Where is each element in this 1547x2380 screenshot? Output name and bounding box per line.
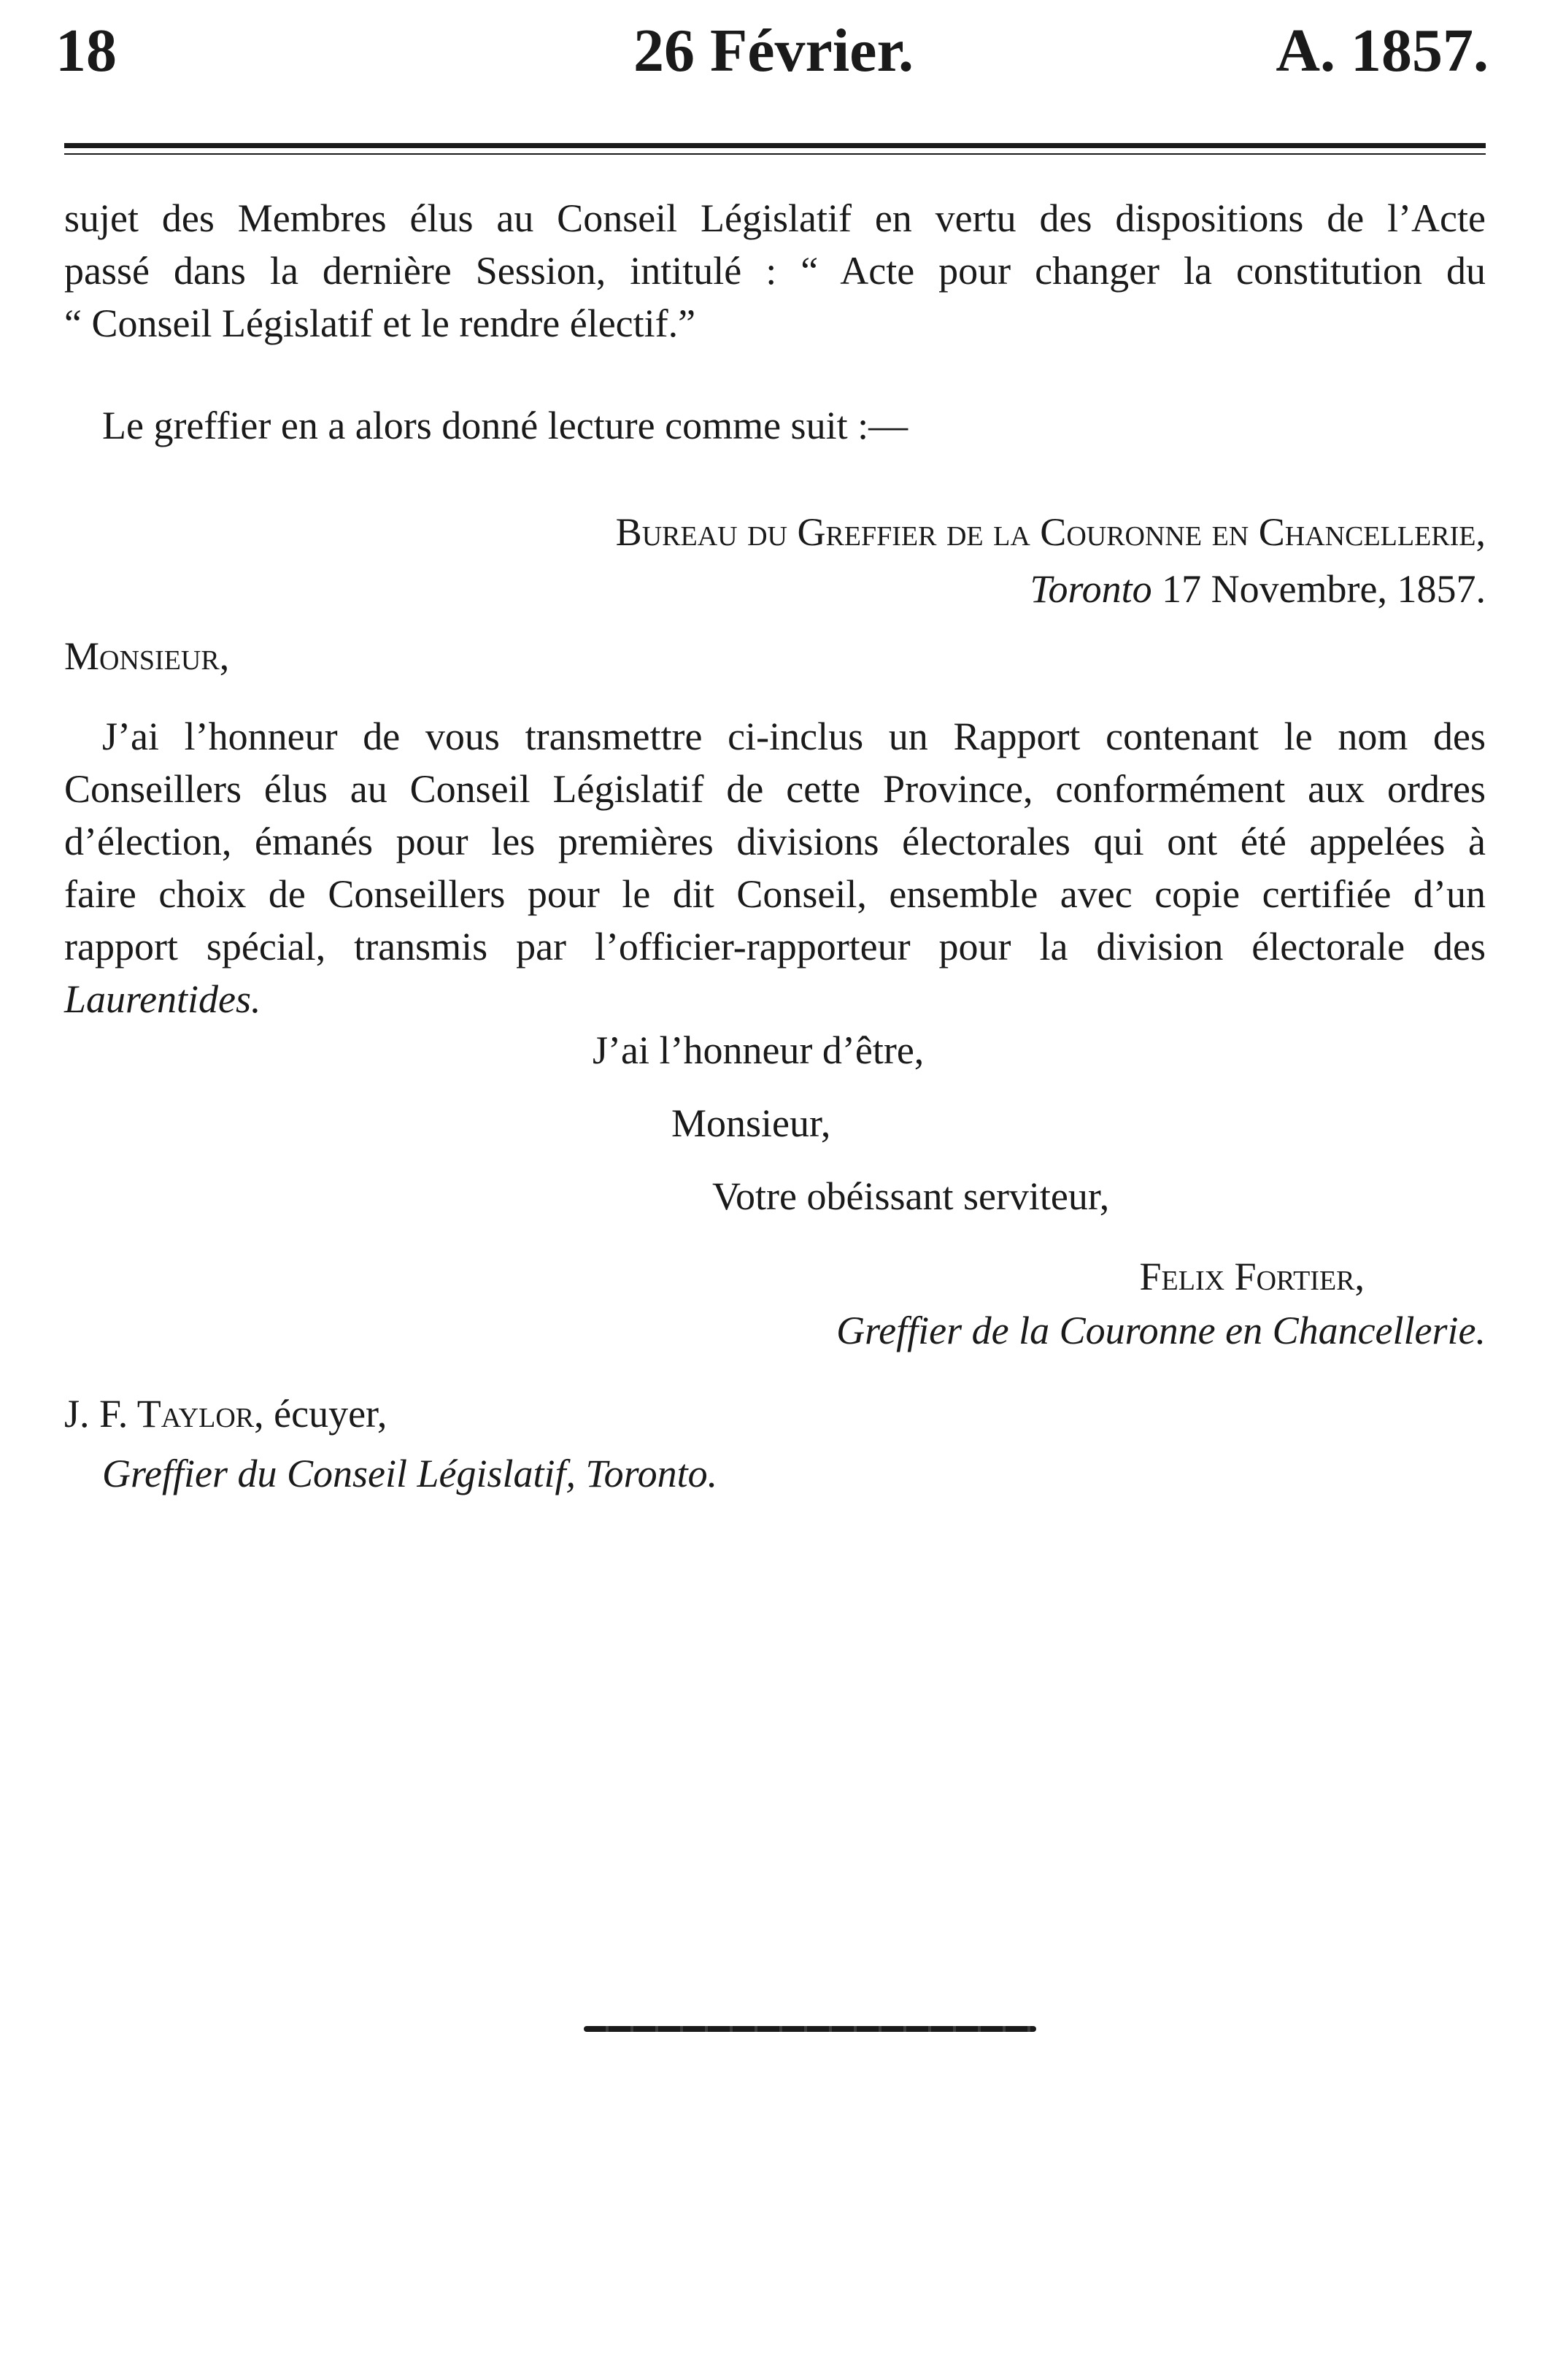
letter-body-line-1: J’ai l’honneur de vous transmettre ci-inclus un Rapport contenant le nom des: [102, 715, 1486, 758]
closing-ornament-rule: [584, 2026, 1036, 2032]
intro-line-2: passé dans la dernière Session, intitulé : “ Acte pour changer la constitution du: [64, 249, 1486, 293]
signer-name: Felix Fortier,: [1139, 1255, 1365, 1298]
reading-line: Le greffier en a alors donné lecture comme suit :—: [102, 404, 908, 447]
header-date: 26 Février.: [633, 17, 914, 85]
header-rule-thick: [64, 143, 1486, 148]
closing-3: Votre obéissant serviteur,: [712, 1174, 1110, 1218]
page-number: 18: [55, 17, 117, 85]
intro-line-3: “ Conseil Législatif et le rendre électif.”: [64, 301, 696, 345]
letter-body-line-2: Conseillers élus au Conseil Législatif de cette Province, conformément aux ordres: [64, 767, 1486, 811]
signer-title: Greffier de la Couronne en Chancellerie.: [836, 1309, 1486, 1352]
addressee-honorific: écuyer,: [274, 1392, 387, 1436]
letter-place-date: [1030, 562, 1486, 616]
header-rule-thin: [64, 153, 1486, 155]
addressee-line: [64, 1387, 387, 1441]
closing-1: J’ai l’honneur d’être,: [593, 1028, 925, 1072]
addressee-name: J. F. Taylor,: [64, 1392, 264, 1436]
header-year: A. 1857.: [1276, 17, 1489, 85]
letter-body-line-3: d’élection, émanés pour les premières divisions électorales qui ont été appelées à: [64, 820, 1486, 863]
closing-2: Monsieur,: [671, 1101, 831, 1145]
letter-body-line-4: faire choix de Conseillers pour le dit Conseil, ensemble avec copie certifiée d’un: [64, 872, 1486, 916]
addressee-title: Greffier du Conseil Législatif, Toronto.: [102, 1452, 718, 1495]
intro-line-1: sujet des Membres élus au Conseil Législatif en vertu des dispositions de l’Acte: [64, 196, 1486, 240]
letter-body-line-5: rapport spécial, transmis par l’officier-rapporteur pour la division électorale des: [64, 925, 1486, 968]
letter-body-last: Laurentides.: [64, 977, 261, 1021]
salutation: Monsieur,: [64, 634, 230, 678]
letter-office: Bureau du Greffier de la Couronne en Chancellerie,: [615, 510, 1486, 554]
letter-date: 17 Novembre, 1857.: [1162, 567, 1486, 611]
letter-place: Toronto: [1030, 567, 1152, 611]
